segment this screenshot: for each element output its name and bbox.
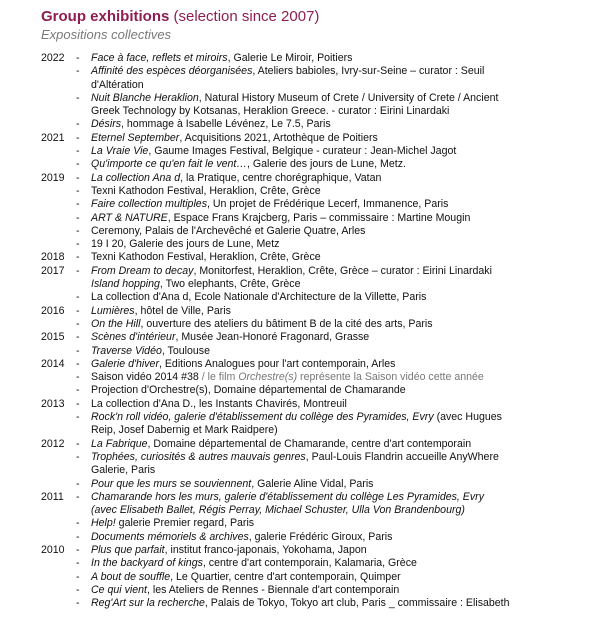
- bullet-dash: -: [76, 251, 80, 264]
- exhibition-row: [0, 597, 604, 610]
- exhibition-entry: [91, 331, 369, 344]
- exhibition-row: [0, 172, 604, 185]
- exhibition-row: [0, 185, 604, 198]
- entry-text: Affinité des espèces déorganisées: [91, 65, 253, 78]
- entry-text: , Galerie Le Miroir, Poitiers: [227, 52, 353, 64]
- exhibition-entry: [91, 278, 300, 291]
- entry-text: , Le Quartier, centre d'art contemporain, Quimper: [170, 570, 401, 583]
- exhibition-entry: [91, 145, 456, 158]
- exhibition-row: [0, 398, 604, 411]
- exhibition-row: [0, 225, 604, 238]
- entry-text: , Natural History Museum of Crete / University of Crete / Ancient: [198, 91, 499, 104]
- exhibition-row: [0, 571, 604, 584]
- entry-text: , Galerie des jours de Lune, Metz.: [246, 158, 406, 171]
- exhibition-year: 2014: [41, 357, 65, 370]
- entry-text: , la Pratique, centre chorégraphique, Vatan: [180, 171, 382, 184]
- exhibition-entry: [91, 438, 471, 451]
- exhibition-row: [0, 105, 604, 118]
- exhibition-row: [0, 238, 604, 251]
- exhibition-entry: [91, 118, 331, 131]
- entry-text: , ouverture des ateliers du bâtiment B de la cité des arts, Paris: [140, 317, 433, 330]
- exhibition-row: [0, 584, 604, 597]
- exhibition-entry: [91, 172, 381, 185]
- bullet-dash: -: [76, 224, 80, 237]
- entry-text: (avec Elisabeth Ballet, Régis Perray, Michael Schuster, Ulla Von Brandenbourg): [91, 504, 465, 517]
- entry-text: Saison vidéo 2014 #38: [91, 371, 202, 384]
- entry-text: La collection d'Ana d, Ecole Nationale d'Architecture de la Villette, Paris: [91, 291, 427, 304]
- bullet-dash: -: [76, 543, 80, 556]
- exhibition-entry: [91, 358, 395, 371]
- entry-text: La collection d'Ana D., les Instants Chavirés, Montreuil: [91, 397, 347, 410]
- exhibition-row: [0, 464, 604, 477]
- exhibition-entry: [91, 464, 155, 477]
- bullet-dash: -: [76, 450, 80, 463]
- entry-text: Orchestre(s): [238, 371, 301, 384]
- entry-text: Désirs: [91, 118, 122, 131]
- entry-text: Documents mémoriels & archives: [91, 530, 249, 543]
- entry-text: On the Hill: [91, 317, 141, 330]
- exhibition-year: 2013: [41, 397, 65, 410]
- exhibition-list: [0, 52, 604, 610]
- entry-text: , Domaine départemental de Chamarande, centre d'art contemporain: [147, 437, 472, 450]
- entry-text: , Acquisitions 2021, Artothèque de Poitiers: [179, 131, 378, 144]
- bullet-dash: -: [76, 597, 80, 610]
- entry-text: , les Ateliers de Rennes - Biennale d'art contemporain: [146, 583, 400, 596]
- entry-text: , Toulouse: [161, 344, 210, 357]
- entry-text: In the backyard of kings: [91, 557, 203, 570]
- bullet-dash: -: [76, 238, 80, 251]
- entry-text: , Two elephants, Crête, Grèce: [159, 278, 301, 291]
- bullet-dash: -: [76, 145, 80, 158]
- bullet-dash: -: [76, 331, 80, 344]
- bullet-dash: -: [76, 65, 80, 78]
- exhibition-year: 2012: [41, 437, 65, 450]
- exhibition-entry: [91, 305, 231, 318]
- entry-text: Trophées, curiosités & autres mauvais genres: [91, 450, 306, 463]
- exhibition-entry: [91, 597, 510, 610]
- exhibition-entry: [91, 212, 470, 225]
- exhibition-year: 2022: [41, 52, 65, 64]
- bullet-dash: -: [76, 583, 80, 596]
- exhibition-entry: [91, 371, 484, 384]
- exhibition-entry: [91, 132, 378, 145]
- entry-text: Texni Kathodon Festival, Heraklion, Crête, Grèce: [91, 251, 321, 264]
- entry-text: Scènes d'intérieur: [91, 331, 176, 344]
- bullet-dash: -: [76, 211, 80, 224]
- exhibition-row: [0, 411, 604, 424]
- exhibition-row: [0, 132, 604, 145]
- entry-text: galerie Premier regard, Paris: [115, 517, 255, 530]
- bullet-dash: -: [76, 52, 80, 64]
- exhibition-row: [0, 52, 604, 65]
- entry-text: Reip, Josef Dabernig et Mark Raidpere): [91, 424, 278, 437]
- exhibition-row: [0, 544, 604, 557]
- entry-text: , Monitorfest, Heraklion, Crête, Grèce – curator : Eirini Linardaki: [193, 264, 492, 277]
- entry-text: From Dream to decay: [91, 264, 194, 277]
- exhibition-row: [0, 491, 604, 504]
- entry-text: ART & NATURE: [91, 211, 168, 224]
- exhibition-row: [0, 291, 604, 304]
- exhibition-entry: [91, 198, 448, 211]
- bullet-dash: -: [76, 158, 80, 171]
- entry-text: Eternel September: [91, 131, 180, 144]
- entry-text: Reg'Art sur la recherche: [91, 597, 205, 610]
- entry-text: représente la Saison vidéo cette année: [300, 371, 484, 384]
- bullet-dash: -: [76, 517, 80, 530]
- exhibition-row: [0, 212, 604, 225]
- entry-text: Rock'n roll vidéo, galerie d'établissement du collège des Pyramides, Evry: [91, 411, 434, 424]
- exhibition-row: [0, 65, 604, 78]
- exhibition-entry: [91, 451, 499, 464]
- exhibition-entry: [91, 251, 321, 264]
- exhibition-entry: [91, 185, 321, 198]
- exhibition-row: [0, 371, 604, 384]
- exhibition-entry: [91, 52, 352, 65]
- entry-text: Lumières: [91, 304, 135, 317]
- entry-text: , Gaume Images Festival, Belgique - curateur : Jean-Michel Jagot: [148, 145, 457, 158]
- entry-text: 19 I 20, Galerie des jours de Lune, Metz: [91, 238, 280, 251]
- bullet-dash: -: [76, 384, 80, 397]
- entry-text: La Fabrique: [91, 437, 148, 450]
- exhibition-year: 2021: [41, 131, 65, 144]
- title-main: Group exhibitions: [41, 8, 170, 25]
- entry-text: A bout de souffle: [91, 570, 171, 583]
- exhibition-row: [0, 478, 604, 491]
- exhibition-entry: [91, 79, 144, 92]
- exhibition-year: 2019: [41, 171, 65, 184]
- entry-text: , hôtel de Ville, Paris: [134, 304, 231, 317]
- exhibition-year: 2018: [41, 251, 65, 264]
- exhibition-entry: [91, 531, 392, 544]
- exhibition-row: [0, 158, 604, 171]
- bullet-dash: -: [76, 490, 80, 503]
- exhibition-entry: [91, 571, 401, 584]
- exhibition-row: [0, 424, 604, 437]
- bullet-dash: -: [76, 198, 80, 211]
- exhibition-entry: [91, 491, 484, 504]
- bullet-dash: -: [76, 118, 80, 131]
- exhibition-entry: [91, 158, 406, 171]
- entry-text: Nuit Blanche Heraklion: [91, 91, 199, 104]
- entry-text: Chamarande hors les murs, galerie d'établissement du collège Les Pyramides, Evry: [91, 490, 484, 503]
- bullet-dash: -: [76, 477, 80, 490]
- entry-text: , galerie Frédéric Giroux, Paris: [248, 530, 393, 543]
- exhibition-entry: [91, 92, 498, 105]
- entry-text: Galerie, Paris: [91, 464, 156, 477]
- bullet-dash: -: [76, 304, 80, 317]
- exhibition-row: [0, 305, 604, 318]
- exhibition-row: [0, 278, 604, 291]
- exhibition-entry: [91, 398, 347, 411]
- exhibition-row: [0, 92, 604, 105]
- exhibition-row: [0, 198, 604, 211]
- exhibition-entry: [91, 318, 433, 331]
- entry-text: Island hopping: [91, 278, 160, 291]
- bullet-dash: -: [76, 317, 80, 330]
- exhibition-entry: [91, 584, 399, 597]
- exhibition-row: [0, 145, 604, 158]
- entry-text: La collection Ana d: [91, 171, 181, 184]
- entry-text: Galerie d'hiver: [91, 357, 159, 370]
- entry-text: Faire collection multiples: [91, 198, 207, 211]
- bullet-dash: -: [76, 131, 80, 144]
- entry-text: , Musée Jean-Honoré Fragonard, Grasse: [175, 331, 370, 344]
- bullet-dash: -: [76, 411, 80, 424]
- entry-text: Pour que les murs se souviennent: [91, 477, 252, 490]
- entry-text: , Ateliers babioles, Ivry-sur-Seine – curator : Seuil: [252, 65, 485, 78]
- exhibition-entry: [91, 65, 484, 78]
- exhibition-row: [0, 384, 604, 397]
- exhibition-row: [0, 118, 604, 131]
- entry-text: , institut franco-japonais, Yokohama, Japon: [164, 543, 367, 556]
- exhibition-entry: [91, 345, 210, 358]
- title-note: (selection since 2007): [169, 8, 320, 25]
- exhibition-row: [0, 345, 604, 358]
- bullet-dash: -: [76, 371, 80, 384]
- exhibition-row: [0, 251, 604, 264]
- exhibition-entry: [91, 424, 278, 437]
- bullet-dash: -: [76, 570, 80, 583]
- entry-text: Projection d'Orchestre(s), Domaine départemental de Chamarande: [91, 384, 406, 397]
- entry-text: Face à face, reflets et miroirs: [91, 52, 228, 64]
- entry-text: d'Altération: [91, 78, 144, 91]
- exhibition-entry: [91, 225, 365, 238]
- page-subtitle: Expositions collectives: [41, 27, 172, 42]
- entry-text: Help!: [91, 517, 116, 530]
- exhibition-row: [0, 504, 604, 517]
- bullet-dash: -: [76, 344, 80, 357]
- entry-text: (avec Hugues: [433, 411, 502, 424]
- entry-text: , Un projet de Frédérique Lecerf, Immanence, Paris: [207, 198, 449, 211]
- exhibition-entry: [91, 504, 465, 517]
- exhibition-entry: [91, 291, 426, 304]
- entry-text: , Galerie Aline Vidal, Paris: [251, 477, 374, 490]
- exhibition-row: [0, 79, 604, 92]
- entry-text: Ceremony, Palais de l'Archevêché et Galerie Quatre, Arles: [91, 224, 366, 237]
- bullet-dash: -: [76, 291, 80, 304]
- page-title: [41, 8, 319, 25]
- bullet-dash: -: [76, 171, 80, 184]
- bullet-dash: -: [76, 530, 80, 543]
- exhibition-entry: [91, 265, 492, 278]
- entry-text: , hommage à Isabelle Lévénez, Le 7.5, Paris: [121, 118, 331, 131]
- exhibition-row: [0, 517, 604, 530]
- entry-text: , Espace Frans Krajcberg, Paris – commissaire : Martine Mougin: [167, 211, 471, 224]
- exhibition-entry: [91, 478, 373, 491]
- exhibition-entry: [91, 105, 449, 118]
- exhibition-row: [0, 318, 604, 331]
- entry-text: Qu'importe ce qu'en fait le vent…: [91, 158, 247, 171]
- exhibition-entry: [91, 544, 367, 557]
- entry-text: Plus que parfait: [91, 543, 165, 556]
- exhibition-row: [0, 331, 604, 344]
- exhibition-entry: [91, 411, 502, 424]
- entry-text: , Editions Analogues pour l'art contemporain, Arles: [158, 357, 396, 370]
- bullet-dash: -: [76, 357, 80, 370]
- exhibition-year: 2016: [41, 304, 65, 317]
- exhibition-entry: [91, 384, 406, 397]
- bullet-dash: -: [76, 557, 80, 570]
- exhibition-entry: [91, 238, 279, 251]
- entry-text: Ce qui vient: [91, 583, 147, 596]
- bullet-dash: -: [76, 91, 80, 104]
- exhibition-row: [0, 557, 604, 570]
- bullet-dash: -: [76, 184, 80, 197]
- exhibition-row: [0, 438, 604, 451]
- exhibition-year: 2010: [41, 543, 65, 556]
- exhibition-entry: [91, 557, 417, 570]
- exhibition-entry: [91, 517, 254, 530]
- exhibition-year: 2017: [41, 264, 65, 277]
- entry-text: , Paul-Louis Flandrin accueille AnyWhere: [305, 450, 499, 463]
- entry-text: La Vraie Vie: [91, 145, 149, 158]
- exhibition-row: [0, 358, 604, 371]
- entry-text: , Palais de Tokyo, Tokyo art club, Paris _ commissaire : Elisabeth: [204, 597, 510, 610]
- bullet-dash: -: [76, 397, 80, 410]
- bullet-dash: -: [76, 264, 80, 277]
- exhibition-row: [0, 451, 604, 464]
- entry-text: Texni Kathodon Festival, Heraklion, Crête, Grèce: [91, 184, 321, 197]
- entry-text: Greek Technology by Kotsanas, Heraklion Greece. - curator : Eirini Linardaki: [91, 105, 450, 118]
- exhibition-year: 2015: [41, 331, 65, 344]
- exhibition-row: [0, 531, 604, 544]
- exhibition-row: [0, 265, 604, 278]
- entry-text: Traverse Vidéo: [91, 344, 162, 357]
- entry-text: , centre d'art contemporain, Kalamaria, Grèce: [202, 557, 417, 570]
- exhibition-year: 2011: [41, 490, 64, 503]
- entry-text: / le film: [201, 371, 239, 384]
- bullet-dash: -: [76, 437, 80, 450]
